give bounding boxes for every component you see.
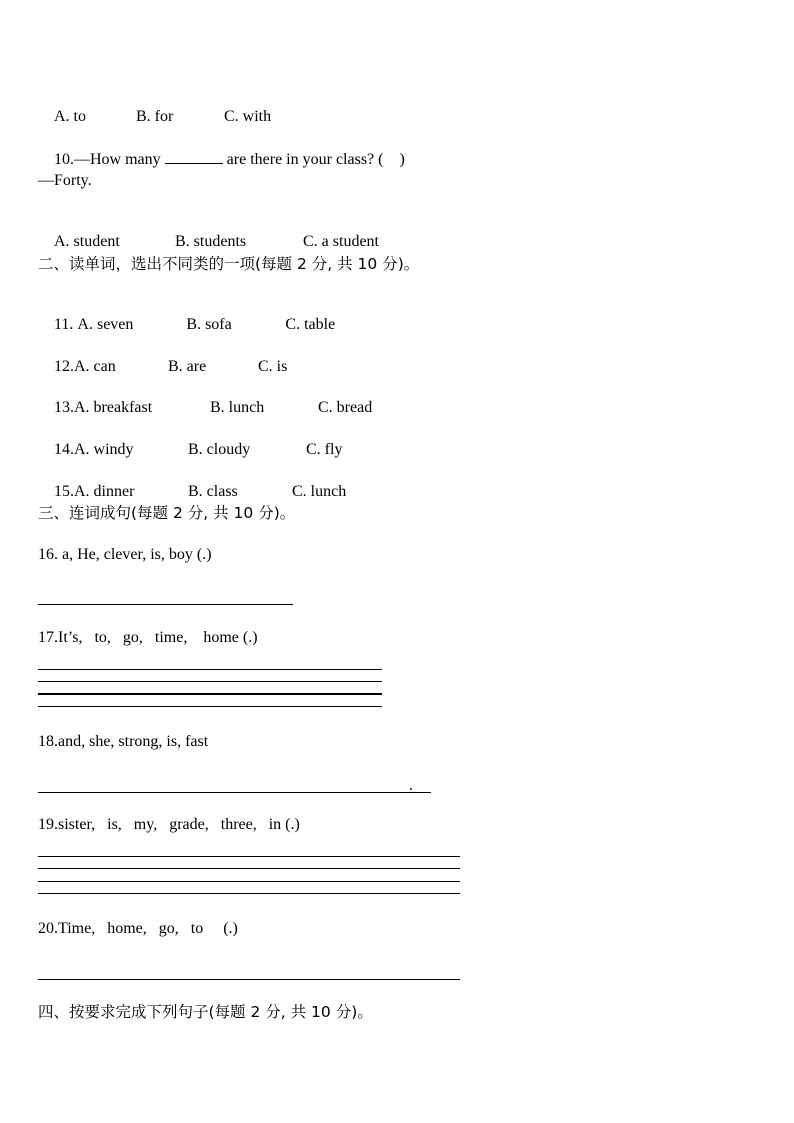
q20-answer-line[interactable] (38, 979, 460, 980)
q18-period: . (409, 777, 413, 794)
q19-answer-line-3[interactable] (38, 881, 460, 882)
q10-option-c: C. a student (303, 233, 379, 250)
q12-number: 12. (54, 358, 74, 375)
q17-prompt: 17.It’s, to, go, time, home (.) (38, 629, 258, 646)
q10-prefix: 10.—How many (54, 151, 165, 168)
q9-option-b: B. for (136, 108, 174, 125)
q15-option-b: B. class (188, 483, 238, 500)
q15-number: 15. (54, 483, 74, 500)
q17-answer-line-2[interactable] (38, 681, 382, 682)
q13-option-a: A. breakfast (74, 399, 153, 416)
q11-option-a: A. seven (77, 316, 134, 333)
q14-option-a: A. windy (74, 441, 134, 458)
q13-option-b: B. lunch (210, 399, 265, 416)
q17-answer-line-3[interactable] (38, 693, 382, 695)
section3-title: 三、连词成句(每题 2 分, 共 10 分)。 (38, 504, 296, 522)
q17-answer-line-1[interactable] (38, 669, 382, 670)
q14-number: 14. (54, 441, 74, 458)
q19-prompt: 19.sister, is, my, grade, three, in (.) (38, 816, 300, 833)
q11-option-c: C. table (285, 316, 336, 333)
q11-number: 11. (54, 316, 78, 333)
q19-answer-line-1[interactable] (38, 856, 460, 857)
q12-option-a: A. can (74, 358, 116, 375)
q14-option-b: B. cloudy (188, 441, 251, 458)
q12-option-b: B. are (168, 358, 207, 375)
q18-answer-line[interactable] (38, 792, 431, 793)
q9-option-a: A. to (54, 108, 86, 125)
q20-prompt: 20.Time, home, go, to (.) (38, 920, 238, 937)
q10-option-b: B. students (175, 233, 247, 250)
section2-title: 二、读单词，选出不同类的一项(每题 2 分, 共 10 分)。 (38, 255, 420, 273)
q19-answer-line-2[interactable] (38, 868, 460, 869)
q10-blank[interactable] (165, 149, 223, 164)
section4-title: 四、按要求完成下列句子(每题 2 分, 共 10 分)。 (38, 1003, 373, 1021)
q12-option-c: C. is (258, 358, 288, 375)
q15-option-c: C. lunch (292, 483, 347, 500)
q10-answer: —Forty. (38, 172, 92, 189)
q9-option-c: C. with (224, 108, 272, 125)
q13-option-c: C. bread (318, 399, 373, 416)
q19-answer-line-4[interactable] (38, 893, 460, 894)
q10-option-a: A. student (54, 233, 120, 250)
q18-prompt: 18.and, she, strong, is, fast (38, 733, 209, 750)
q16-answer-line[interactable] (38, 604, 293, 605)
q17-answer-line-4[interactable] (38, 706, 382, 707)
q11-option-b: B. sofa (186, 316, 232, 333)
q16-prompt: 16. a, He, clever, is, boy (.) (38, 546, 212, 563)
q14-option-c: C. fly (306, 441, 343, 458)
q13-number: 13. (54, 399, 74, 416)
q15-option-a: A. dinner (74, 483, 135, 500)
q10-suffix: are there in your class? ( ) (222, 151, 405, 168)
q10-question (38, 129, 405, 190)
